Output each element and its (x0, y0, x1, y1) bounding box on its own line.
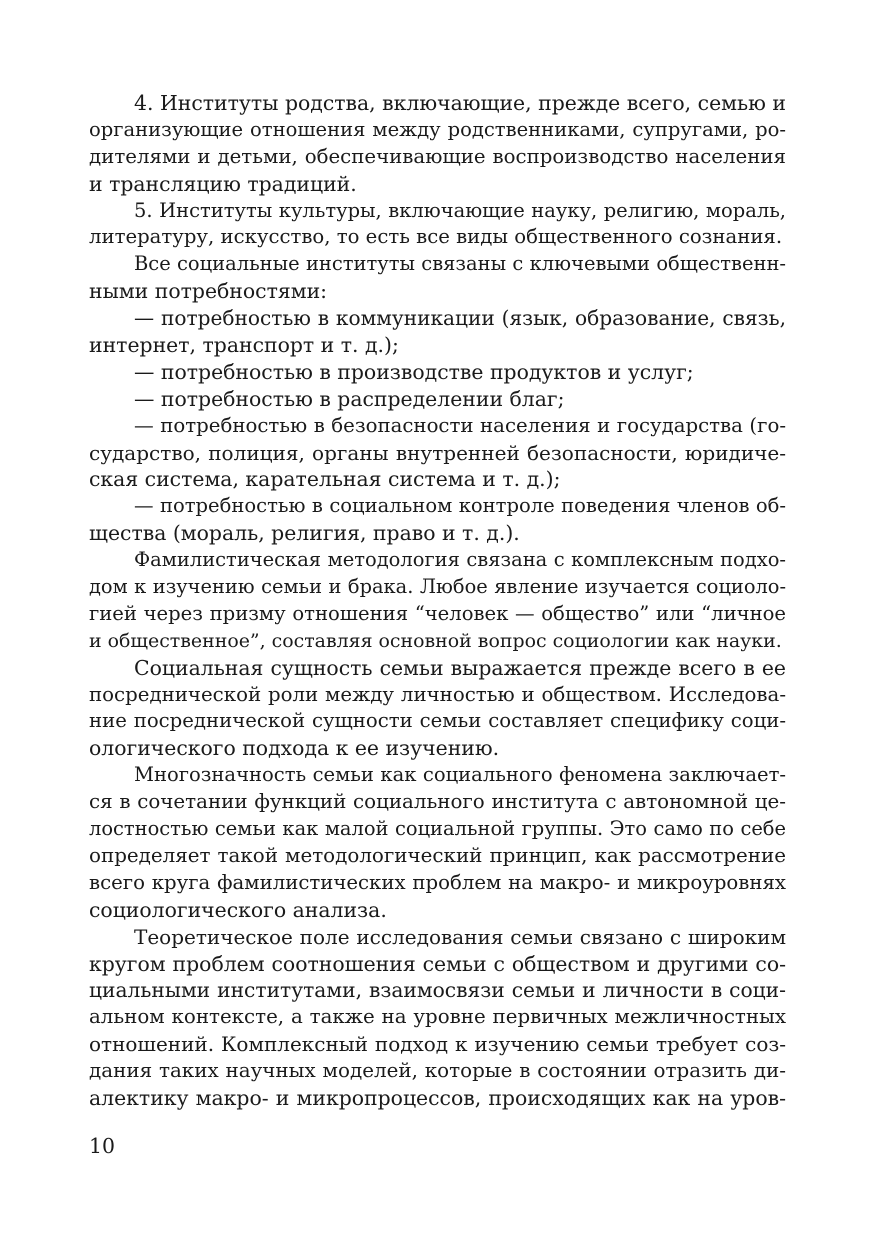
page-body (89, 90, 786, 1112)
text-line: ская система, карательная система и т. д.); (89, 467, 561, 492)
text-line: дом к изучению семьи и брака. Любое явление изучается социоло- (89, 575, 786, 599)
text-line: Фамилистическая методология связана с комплексным подхо- (134, 548, 786, 572)
text-line: сударство, полиция, органы внутренней безопасности, юридиче- (89, 440, 786, 465)
text-line: Многозначность семьи как социального феномена заключает- (134, 763, 786, 787)
text-line: дания таких научных моделей, которые в состоянии отразить ди- (89, 1059, 786, 1083)
text-line: гией через призму отношения “человек — общество” или “личное (89, 601, 786, 625)
text-line: — потребностью в распределении благ; (134, 386, 565, 411)
text-line: Теоретическое поле исследования семьи связано с широким (134, 924, 786, 949)
text-line: щества (мораль, религия, право и т. д.). (89, 521, 520, 546)
text-line: и трансляцию традиций. (89, 171, 357, 196)
text-line: лостностью семьи как малой социальной группы. Это само по себе (89, 817, 786, 841)
text-line: отношений. Комплексный подход к изучению семьи требует соз- (89, 1032, 786, 1057)
text-line: — потребностью в производстве продуктов и услуг; (134, 359, 694, 384)
text-line: всего круга фамилистических проблем на макро- и микроуровнях (89, 870, 786, 894)
text-line: литературу, искусство, то есть все виды общественного сознания. (89, 225, 783, 249)
text-line: и общественное”, составляя основной вопрос социологии как науки. (89, 629, 782, 652)
text-line: посреднической роли между личностью и обществом. Исследова- (89, 682, 786, 706)
page-number: 10 (89, 1134, 115, 1158)
text-line: социологического анализа. (89, 897, 387, 922)
text-line: циальными институтами, взаимосвязи семьи и личности в соци- (89, 978, 786, 1003)
text-line: альном контексте, а также на уровне первичных межличностных (89, 1005, 786, 1029)
text-line: Социальная сущность семьи выражается прежде всего в ее (134, 655, 786, 680)
text-line: кругом проблем соотношения семьи с обществом и другими со- (89, 951, 786, 976)
text-line: организующие отношения между родственниками, супругами, ро- (89, 117, 786, 141)
text-line: 5. Институты культуры, включающие науку, религию, мораль, (134, 198, 786, 222)
text-line: интернет, транспорт и т. д.); (89, 333, 399, 358)
text-line: дителями и детьми, обеспечивающие воспроизводство населения (89, 144, 786, 168)
text-line: ние посреднической сущности семьи составляет специфику соци- (89, 709, 786, 733)
text-line: определяет такой методологический принцип, как рассмотрение (89, 843, 786, 867)
text-line: — потребностью в безопасности населения и государства (го- (134, 413, 786, 437)
text-line: ологического подхода к ее изучению. (89, 736, 500, 761)
text-line: — потребностью в коммуникации (язык, образование, связь, (134, 306, 786, 331)
text-line: — потребностью в социальном контроле поведения членов об- (134, 494, 786, 518)
text-line: алектику макро- и микропроцессов, происходящих как на уров- (89, 1085, 786, 1110)
text-line: Все социальные институты связаны с ключевыми общественн- (134, 252, 786, 276)
text-line: ными потребностями: (89, 279, 328, 304)
text-line: 4. Институты родства, включающие, прежде всего, семью и (134, 91, 786, 115)
text-line: ся в сочетании функций социального института с автономной це- (89, 790, 786, 814)
